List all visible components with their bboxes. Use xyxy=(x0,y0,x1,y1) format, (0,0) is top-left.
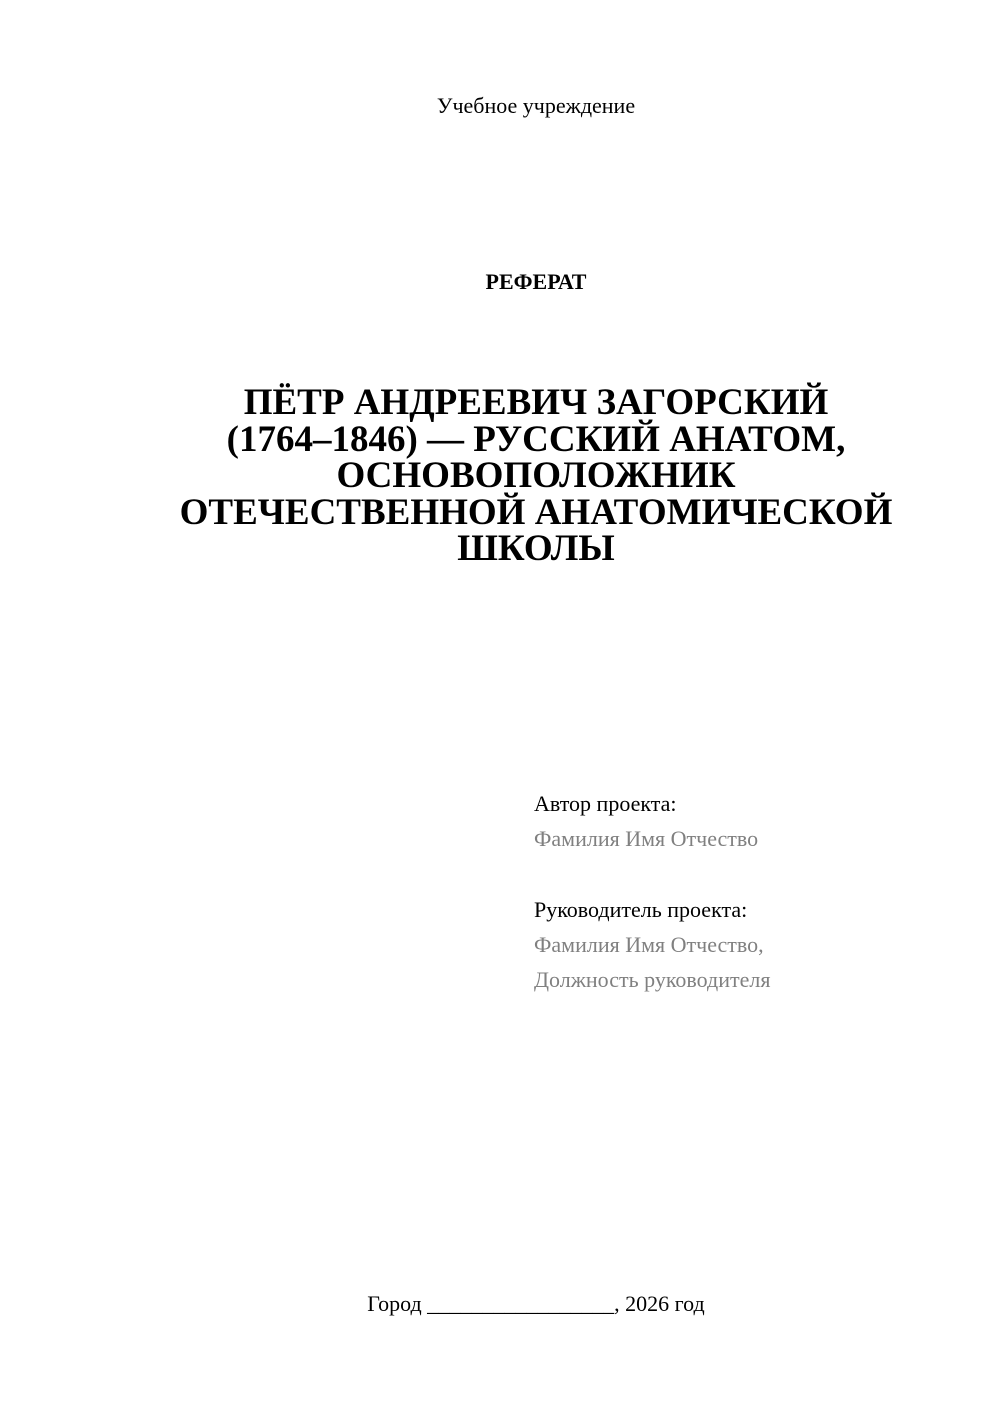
document-title xyxy=(100,382,972,569)
author-name: Фамилия Имя Отчество xyxy=(534,826,759,851)
author-label: Автор проекта: xyxy=(534,791,677,816)
title-line: ОТЕЧЕСТВЕННОЙ АНАТОМИЧЕСКОЙ xyxy=(179,491,893,533)
author-block xyxy=(534,786,974,856)
title-line: ШКОЛЫ xyxy=(457,528,615,569)
title-line: (1764–1846) — РУССКИЙ АНАТОМ, xyxy=(226,418,846,460)
supervisor-name: Фамилия Имя Отчество, xyxy=(534,932,764,957)
title-line: ОСНОВОПОЛОЖНИК xyxy=(336,455,736,496)
title-line: ПЁТР АНДРЕЕВИЧ ЗАГОРСКИЙ xyxy=(243,382,829,423)
institution-name: Учебное учреждение xyxy=(436,93,636,118)
document-type: РЕФЕРАТ xyxy=(485,269,587,294)
supervisor-block xyxy=(534,892,974,997)
supervisor-label: Руководитель проекта: xyxy=(534,897,748,922)
city-year-line: Город _________________, 2026 год xyxy=(367,1291,705,1316)
supervisor-position: Должность руководителя xyxy=(534,967,771,992)
